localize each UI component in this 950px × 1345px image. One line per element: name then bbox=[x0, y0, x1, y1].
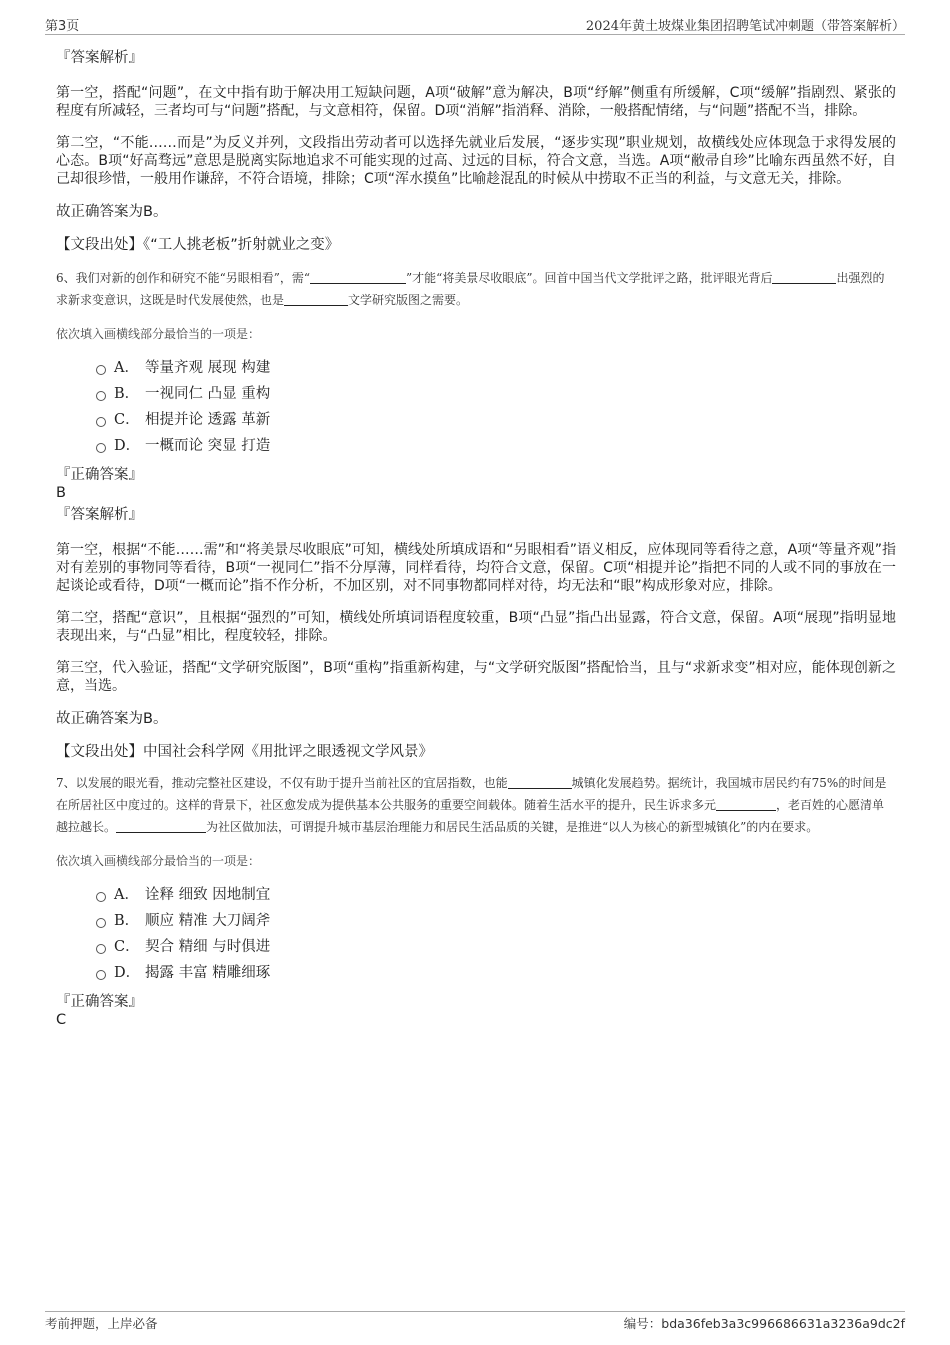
q6-question: 6、我们对新的创作和研究不能“另眼相看”，需“ ”才能“将美景尽收眼底”。回首中国当代文学批评之路，批评眼光背后 出强烈的求新求变意识，这既是时代发展使然，也是 文学研究版图之需要。 bbox=[56, 271, 885, 307]
q6-option-b[interactable]: B． 一视同仁 凸显 重构 bbox=[56, 381, 896, 407]
radio-button[interactable] bbox=[96, 970, 106, 980]
q6-option-a[interactable]: A． 等量齐观 展现 构建 bbox=[56, 355, 896, 381]
page-footer bbox=[45, 1311, 905, 1332]
document-body bbox=[56, 44, 896, 1028]
q6-answer: B bbox=[56, 485, 66, 501]
q6-answer-label: 『正确答案』 bbox=[56, 467, 143, 483]
radio-button[interactable] bbox=[96, 391, 106, 401]
q7-prompt: 依次填入画横线部分最恰当的一项是： bbox=[56, 854, 261, 868]
q7-question: 7、以发展的眼光看，推动完整社区建设，不仅有助于提升当前社区的宜居指数，也能 城镇化发展趋势。据统计，我国城市居民约有75%的时间是在所居社区中度过的。这样的背景下，社区愈发成为提供基本公共服务的重要空间载体。随着生活水平的提升，民生诉求多元 ，老百姓的心愿清单越拉越长。 为社区做加法，可谓提升城市基层治理能力和居民生活品质的关键，是推进“以人为核心的新型城镇化”的内在要求。 bbox=[56, 776, 887, 834]
q6-analysis-para-1: 第一空，根据“不能……需”和“将美景尽收眼底”可知，横线处所填成语和“另眼相看”语义相反，应体现同等看待之意，A项“等量齐观”指对有差别的事物同等看待，B项“一视同仁”指不分厚薄，同样看待，均符合文意，保留。C项“相提并论”指把不同的人或不同的事放在一起谈论或看待，D项“一概而论”指不作分析，不加区别，对不同事物都同样对待，均无法和“眼”构成形象对应，排除。 bbox=[56, 542, 896, 594]
q5-analysis-label: 『答案解析』 bbox=[56, 50, 143, 66]
footer-slogan: 考前押题，上岸必备 bbox=[45, 1316, 158, 1331]
q6-option-d[interactable]: D． 一概而论 突显 打造 bbox=[56, 433, 896, 459]
q7-blank-3 bbox=[116, 819, 206, 833]
radio-button[interactable] bbox=[96, 892, 106, 902]
q5-source: 【文段出处】《“工人挑老板”折射就业之变》 bbox=[56, 237, 340, 253]
q7-options bbox=[56, 882, 896, 986]
radio-button[interactable] bbox=[96, 443, 106, 453]
q6-option-c[interactable]: C． 相提并论 透露 革新 bbox=[56, 407, 896, 433]
page-header bbox=[45, 12, 905, 35]
q6-blank-2 bbox=[772, 270, 836, 284]
radio-button[interactable] bbox=[96, 944, 106, 954]
q6-blank-1 bbox=[310, 270, 406, 284]
q7-option-c[interactable]: C． 契合 精细 与时俱进 bbox=[56, 934, 896, 960]
radio-button[interactable] bbox=[96, 417, 106, 427]
q6-conclusion: 故正确答案为B。 bbox=[56, 711, 168, 727]
q7-answer: C bbox=[56, 1012, 67, 1028]
q6-blank-3 bbox=[284, 292, 348, 306]
q6-analysis-para-2: 第二空，搭配“意识”，且根据“强烈的”可知，横线处所填词语程度较重，B项“凸显”指凸出显露，符合文意，保留。A项“展现”指明显地表现出来，与“凸显”相比，程度较轻，排除。 bbox=[56, 610, 896, 644]
document-code: 编号：bda36feb3a3c996686631a3236a9dc2f bbox=[623, 1316, 905, 1331]
q6-analysis-label: 『答案解析』 bbox=[56, 507, 143, 523]
radio-button[interactable] bbox=[96, 365, 106, 375]
radio-button[interactable] bbox=[96, 918, 106, 928]
q5-analysis-para-1: 第一空，搭配“问题”，在文中指有助于解决用工短缺问题，A项“破解”意为解决，B项“纾解”侧重有所缓解，C项“缓解”指剧烈、紧张的程度有所减轻，三者均可与“问题”搭配，与文意相符，保留。D项“消解”指消释、消除，一般搭配情绪，与“问题”搭配不当，排除。 bbox=[56, 85, 896, 119]
q6-prompt: 依次填入画横线部分最恰当的一项是： bbox=[56, 327, 261, 341]
q6-analysis-para-3: 第三空，代入验证，搭配“文学研究版图”，B项“重构”指重新构建，与“文学研究版图”搭配恰当，且与“求新求变”相对应，能体现创新之意，当选。 bbox=[56, 660, 896, 694]
q7-option-b[interactable]: B． 顺应 精准 大刀阔斧 bbox=[56, 908, 896, 934]
q7-answer-label: 『正确答案』 bbox=[56, 994, 143, 1010]
q7-option-d[interactable]: D． 揭露 丰富 精雕细琢 bbox=[56, 960, 896, 986]
q5-conclusion: 故正确答案为B。 bbox=[56, 204, 168, 220]
q7-option-a[interactable]: A． 诠释 细致 因地制宜 bbox=[56, 882, 896, 908]
q6-source: 【文段出处】中国社会科学网《用批评之眼透视文学风景》 bbox=[56, 744, 433, 760]
q5-analysis-para-2: 第二空，“不能……而是”为反义并列，文段指出劳动者可以选择先就业后发展，“逐步实现”职业规划，故横线处应体现急于求得发展的心态。B项“好高骛远”意思是脱离实际地追求不可能实现的过高、过远的目标，符合文意，当选。A项“敝帚自珍”比喻东西虽然不好，自己却很珍惜，一般用作谦辞，不符合语境，排除；C项“浑水摸鱼”比喻趁混乱的时候从中捞取不正当的利益，与文意无关，排除。 bbox=[56, 135, 896, 187]
page-number: 第3页 bbox=[45, 19, 80, 34]
q7-blank-1 bbox=[508, 775, 572, 789]
document-title: 2024年黄土坡煤业集团招聘笔试冲刺题（带答案解析） bbox=[585, 19, 905, 34]
q7-blank-2 bbox=[716, 797, 776, 811]
q6-options bbox=[56, 355, 896, 459]
